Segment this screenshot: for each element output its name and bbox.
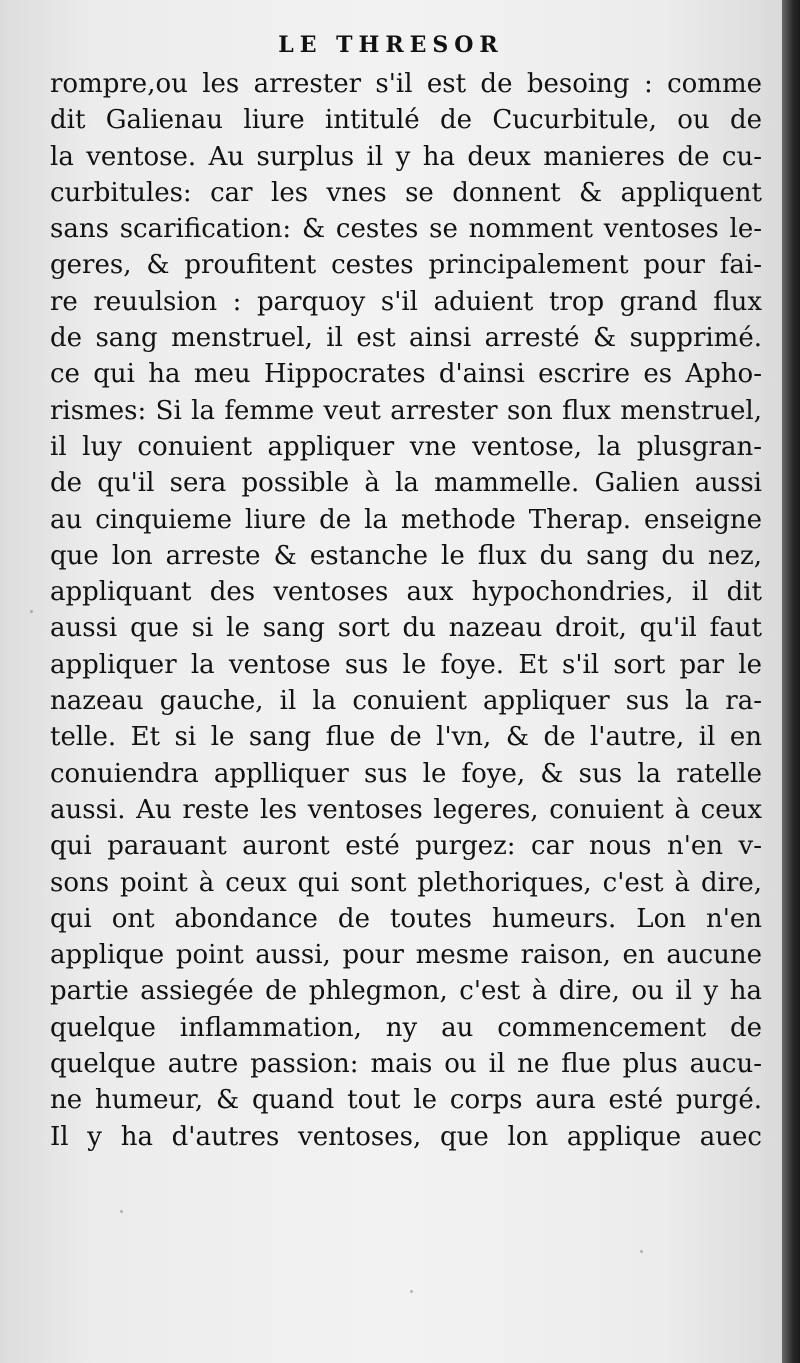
paper-speck	[30, 610, 33, 613]
running-head: LE THRESOR	[278, 32, 504, 58]
paper-speck	[640, 1250, 643, 1253]
text-line: ce qui ha meu Hippocrates d'ainsi escrire es Apho-	[50, 359, 762, 390]
text-line: il luy conuient appliquer vne ventose, la plusgran-	[50, 431, 762, 462]
text-line: partie assiegée de phlegmon, c'est à dire, ou il y ha	[50, 976, 762, 1007]
body-text	[50, 66, 762, 1155]
text-line: dit Galienau liure intitulé de Cucurbitule, ou de	[50, 105, 762, 136]
text-line: nazeau gauche, il la conuient appliquer sus la ra-	[50, 686, 762, 717]
text-line: geres, & proufitent cestes principalement pour fai-	[50, 250, 762, 281]
text-line: de qu'il sera possible à la mammelle. Galien aussi	[50, 468, 762, 499]
text-line: de sang menstruel, il est ainsi arresté & supprimé.	[50, 323, 762, 354]
text-line: quelque inflammation, ny au commencement de	[50, 1012, 762, 1043]
page-spine-edge	[782, 0, 800, 1363]
text-line: au cinquieme liure de la methode Therap. enseigne	[50, 504, 762, 535]
text-line: appliquant des ventoses aux hypochondries, il dit	[50, 577, 762, 608]
text-line: la ventose. Au surplus il y ha deux manieres de cu-	[50, 141, 762, 172]
text-line: qui parauant auront esté purgez: car nous n'en v-	[50, 831, 762, 862]
text-line: aussi que si le sang sort du nazeau droit, qu'il faut	[50, 613, 762, 644]
paper-speck	[120, 1210, 123, 1213]
text-line: sons point à ceux qui sont plethoriques, c'est à dire,	[50, 867, 762, 898]
text-line: Il y ha d'autres ventoses, que lon applique auec	[50, 1121, 762, 1152]
text-line: ne humeur, & quand tout le corps aura esté purgé.	[50, 1085, 762, 1116]
text-line: que lon arreste & estanche le flux du sang du nez,	[50, 540, 762, 571]
text-line: aussi. Au reste les ventoses legeres, conuient à ceux	[50, 794, 762, 825]
text-line: telle. Et si le sang flue de l'vn, & de l'autre, il en	[50, 722, 762, 753]
text-line: sans scarification: & cestes se nomment ventoses le-	[50, 214, 762, 245]
text-line: applique point aussi, pour mesme raison, en aucune	[50, 940, 762, 971]
text-line: re reuulsion : parquoy s'il aduient trop grand flux	[50, 286, 762, 317]
text-line: curbitules: car les vnes se donnent & appliquent	[50, 177, 762, 208]
text-line: conuiendra applliquer sus le foye, & sus la ratelle	[50, 758, 762, 789]
text-line: rompre,ou les arrester s'il est de besoing : comme	[50, 69, 762, 99]
text-line: appliquer la ventose sus le foye. Et s'il sort par le	[50, 649, 762, 680]
text-line: quelque autre passion: mais ou il ne flue plus aucu-	[50, 1049, 762, 1080]
text-line: rismes: Si la femme veut arrester son flux menstruel,	[50, 395, 762, 426]
text-line: qui ont abondance de toutes humeurs. Lon n'en	[50, 903, 762, 934]
paper-speck	[410, 1290, 413, 1293]
